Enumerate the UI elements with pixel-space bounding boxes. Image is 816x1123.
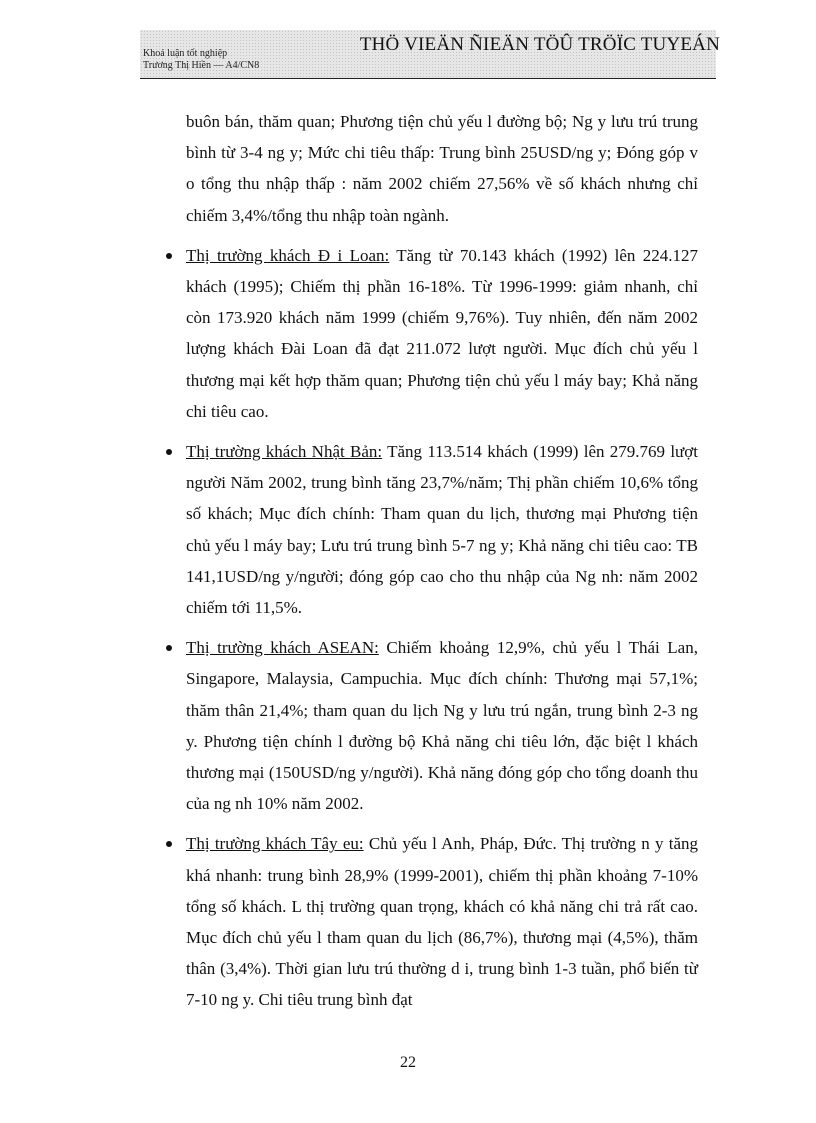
market-title: Thị trường khách Đ i Loan:	[186, 245, 390, 265]
document-body	[164, 106, 698, 1016]
market-title: Thị trường khách Nhật Bản:	[186, 442, 383, 462]
page-number: 22	[400, 1054, 416, 1071]
market-text: Chiếm khoảng 12,9%, chủ yếu l Thái Lan, Singapore, Malaysia, Campuchia. Mục đích chính: Thương mại 57,1%; thăm thân 21,4%; tham quan du lịch Ng y lưu trú ngắn, trung bình 2-3 ng y. Phương tiện chính l đường bộ Khả năng chi tiêu lớn, đặc biệt l khách thương mại (150USD/ng y/người). Khả năng đóng góp cho tổng doanh thu của ng nh 10% năm 2002.	[186, 638, 698, 814]
market-title: Thị trường khách ASEAN:	[186, 638, 379, 658]
market-paragraph	[186, 632, 698, 819]
market-item-asean	[164, 632, 698, 819]
bullet-icon	[166, 645, 172, 651]
market-text: Tăng từ 70.143 khách (1992) lên 224.127 khách (1995); Chiếm thị phần 16-18%. Từ 1996-1999: giảm nhanh, chỉ còn 173.920 khách năm 1999 (chiếm 9,76%). Tuy nhiên, đến năm 2002 lượng khách Đài Loan đã đạt 211.072 lượt người. Mục đích chủ yếu l thương mại kết hợp thăm quan; Phương tiện chủ yếu l máy bay; Khả năng chi tiêu cao.	[186, 245, 698, 421]
bullet-icon	[166, 253, 172, 259]
header-library-title: THÖ VIEÄN ÑIEÄN TÖÛ TRÖÏC TUYEÁN	[359, 34, 720, 55]
market-item-western-europe	[164, 828, 698, 1015]
market-text: Tăng 113.514 khách (1999) lên 279.769 lượt người Năm 2002, trung bình tăng 23,7%/năm; Thị phần chiếm 10,6% tổng số khách; Mục đích chính: Tham quan du lịch, thương mại Phương tiện chủ yếu l máy bay; Lưu trú trung bình 5-7 ng y; Khả năng chi tiêu cao: TB 141,1USD/ng y/người; đóng góp cao cho thu nhập của Ng nh: năm 2002 chiếm tới 11,5%.	[186, 442, 698, 618]
page-header	[140, 30, 720, 79]
market-paragraph	[186, 436, 698, 623]
header-author-label: Trương Thị Hiền — A4/CN8	[143, 60, 260, 71]
bullet-icon	[166, 449, 172, 455]
market-paragraph	[186, 240, 698, 427]
market-item-japan	[164, 436, 698, 623]
header-author-block	[143, 48, 259, 72]
market-title: Thị trường khách Tây eu:	[186, 834, 364, 854]
header-thesis-label: Khoá luận tốt nghiệp	[143, 48, 228, 59]
market-text: Chủ yếu l Anh, Pháp, Đức. Thị trường n y tăng khá nhanh: trung bình 28,9% (1999-2001), chiếm thị phần khoảng 7-10% tổng số khách. L thị trường quan trọng, khách có khả năng chi trả rất cao. Mục đích chủ yếu l tham quan du lịch (86,7%), thương mại (4,5%), thăm thân (3,4%). Thời gian lưu trú thường d i, trung bình 1-3 tuần, phổ biến từ 7-10 ng y. Chi tiêu trung bình đạt	[186, 834, 698, 1010]
bullet-icon	[166, 841, 172, 847]
market-item-taiwan	[164, 240, 698, 427]
market-paragraph	[186, 828, 698, 1015]
intro-paragraph: buôn bán, thăm quan; Phương tiện chủ yếu l đường bộ; Ng y lưu trú trung bình từ 3-4 ng y; Mức chi tiêu thấp: Trung bình 25USD/ng y; Đóng góp v o tổng thu nhập thấp : năm 2002 chiếm 27,56% về số khách nhưng chỉ chiếm 3,4%/tổng thu nhập toàn ngành.	[186, 112, 698, 225]
